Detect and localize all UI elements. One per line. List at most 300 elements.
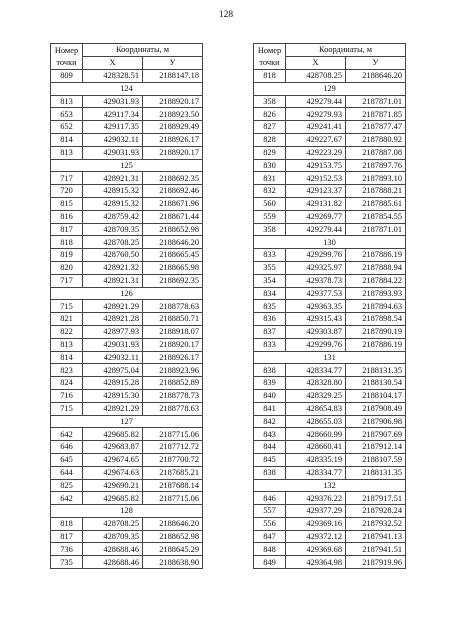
point-number-cell: 644 <box>51 466 83 479</box>
y-coordinate-cell: 2187871.85 <box>346 108 406 121</box>
y-coordinate-cell: 2187932.52 <box>346 517 406 530</box>
y-coordinate-cell: 2188652.98 <box>143 223 203 236</box>
x-coordinate-cell: 429279.93 <box>286 108 346 121</box>
point-number-cell: 815 <box>51 197 83 210</box>
y-coordinate-cell: 2188665.45 <box>143 249 203 262</box>
coordinates-header: Координаты, м <box>286 44 406 57</box>
y-coordinate-cell: 2188692.35 <box>143 274 203 287</box>
x-coordinate-cell: 428915.28 <box>83 377 143 390</box>
y-coordinate-cell: 2187893.93 <box>346 287 406 300</box>
point-number-cell: 838 <box>254 364 286 377</box>
x-coordinate-cell: 428760.50 <box>83 249 143 262</box>
page-number: 128 <box>218 10 234 20</box>
table-row <box>51 121 203 134</box>
y-coordinate-cell: 2187941.51 <box>346 543 406 556</box>
x-coordinate-cell: 428921.31 <box>83 172 143 185</box>
y-coordinate-cell: 2188920.17 <box>143 146 203 159</box>
coordinates-header: Координаты, м <box>83 44 203 57</box>
table-row <box>51 453 203 466</box>
table-row <box>51 428 203 441</box>
table-row <box>254 338 406 351</box>
table-row <box>254 415 406 428</box>
x-coordinate-cell: 428334.77 <box>286 364 346 377</box>
point-number-cell: 840 <box>254 389 286 402</box>
point-number-cell: 816 <box>51 210 83 223</box>
y-coordinate-cell: 2188923.50 <box>143 108 203 121</box>
y-coordinate-cell: 2187854.55 <box>346 210 406 223</box>
x-coordinate-cell: 429685.82 <box>83 492 143 505</box>
point-number-cell: 559 <box>254 210 286 223</box>
y-coordinate-cell: 2188671.44 <box>143 210 203 223</box>
x-coordinate-cell: 428709.35 <box>83 530 143 543</box>
x-coordinate-cell: 429031.93 <box>83 146 143 159</box>
x-coordinate-cell: 429227.67 <box>286 133 346 146</box>
section-number: 126 <box>51 287 203 300</box>
table-row <box>254 428 406 441</box>
x-coordinate-cell: 429377.29 <box>286 505 346 518</box>
x-coordinate-cell: 429325.97 <box>286 261 346 274</box>
table-row <box>254 70 406 83</box>
point-number-cell: 849 <box>254 556 286 569</box>
x-coordinate-cell: 428688.46 <box>83 543 143 556</box>
table-row <box>51 402 203 415</box>
x-coordinate-cell: 429279.44 <box>286 223 346 236</box>
table-row <box>254 453 406 466</box>
point-number-cell: 358 <box>254 95 286 108</box>
point-number-cell: 841 <box>254 402 286 415</box>
x-coordinate-cell: 429241.41 <box>286 121 346 134</box>
y-coordinate-cell: 2187885.61 <box>346 197 406 210</box>
table-row <box>51 364 203 377</box>
table-row <box>51 389 203 402</box>
x-coordinate-cell: 428915.30 <box>83 389 143 402</box>
section-row <box>254 479 406 492</box>
table-row <box>51 556 203 569</box>
y-coordinate-cell: 2187712.72 <box>143 441 203 454</box>
x-coordinate-cell: 428921.31 <box>83 274 143 287</box>
y-coordinate-cell: 2187890.19 <box>346 325 406 338</box>
point-number-cell: 715 <box>51 300 83 313</box>
x-coordinate-cell: 428975.04 <box>83 364 143 377</box>
point-number-cell: 836 <box>254 313 286 326</box>
y-coordinate-cell: 2187912.14 <box>346 441 406 454</box>
x-coordinate-cell: 429117.34 <box>83 108 143 121</box>
y-coordinate-cell: 2188646.20 <box>143 236 203 249</box>
table-row <box>51 172 203 185</box>
y-coordinate-cell: 2188147.18 <box>143 70 203 83</box>
y-coordinate-cell: 2187941.13 <box>346 530 406 543</box>
point-number-cell: 717 <box>51 274 83 287</box>
point-number-cell: 839 <box>254 377 286 390</box>
x-coordinate-cell: 429279.44 <box>286 95 346 108</box>
coordinates-table-left <box>50 43 203 569</box>
section-number: 129 <box>254 82 406 95</box>
table-row <box>254 389 406 402</box>
table-row <box>51 466 203 479</box>
table-row <box>254 210 406 223</box>
table-row <box>51 185 203 198</box>
x-coordinate-cell: 429674.63 <box>83 466 143 479</box>
y-coordinate-cell: 2188671.96 <box>143 197 203 210</box>
point-number-cell: 818 <box>51 236 83 249</box>
point-number-cell: 354 <box>254 274 286 287</box>
x-coordinate-cell: 428660.99 <box>286 428 346 441</box>
section-number: 127 <box>51 415 203 428</box>
x-coordinate-cell: 429369.16 <box>286 517 346 530</box>
x-coordinate-cell: 429372.12 <box>286 530 346 543</box>
y-coordinate-cell: 2188926.17 <box>143 351 203 364</box>
y-coordinate-cell: 2188920.17 <box>143 95 203 108</box>
point-number-cell: 829 <box>254 146 286 159</box>
point-number-cell: 645 <box>51 453 83 466</box>
table-row <box>51 338 203 351</box>
y-coordinate-cell: 2187888.21 <box>346 185 406 198</box>
section-number: 125 <box>51 159 203 172</box>
table-row <box>254 556 406 569</box>
x-coordinate-cell: 429685.82 <box>83 428 143 441</box>
table-row <box>51 300 203 313</box>
x-coordinate-cell: 429683.87 <box>83 441 143 454</box>
y-coordinate-cell: 2188778.63 <box>143 402 203 415</box>
point-number-header <box>51 44 83 70</box>
table-row <box>51 95 203 108</box>
table-row <box>254 377 406 390</box>
y-coordinate-cell: 2187907.69 <box>346 428 406 441</box>
y-coordinate-cell: 2188104.17 <box>346 389 406 402</box>
point-number-cell: 847 <box>254 530 286 543</box>
point-number-cell: 557 <box>254 505 286 518</box>
point-number-cell: 814 <box>51 351 83 364</box>
point-number-cell: 813 <box>51 95 83 108</box>
y-coordinate-cell: 2188646.20 <box>143 517 203 530</box>
x-coordinate-cell: 428328.80 <box>286 377 346 390</box>
x-coordinate-cell: 429152.53 <box>286 172 346 185</box>
table-row <box>51 210 203 223</box>
point-number-cell: 826 <box>254 108 286 121</box>
y-coordinate-cell: 2187906.98 <box>346 415 406 428</box>
y-coordinate-cell: 2187898.54 <box>346 313 406 326</box>
section-row <box>254 236 406 249</box>
table-row <box>254 159 406 172</box>
y-coordinate-cell: 2188646.20 <box>346 70 406 83</box>
point-number-cell: 809 <box>51 70 83 83</box>
x-coordinate-cell: 428335.19 <box>286 453 346 466</box>
point-number-cell: 358 <box>254 223 286 236</box>
point-number-cell: 844 <box>254 441 286 454</box>
x-coordinate-cell: 428915.32 <box>83 185 143 198</box>
x-column-header: Х <box>286 57 346 70</box>
point-number-cell: 716 <box>51 389 83 402</box>
point-number-cell: 818 <box>51 517 83 530</box>
x-coordinate-cell: 429315.43 <box>286 313 346 326</box>
point-number-cell: 830 <box>254 159 286 172</box>
x-coordinate-cell: 428660.41 <box>286 441 346 454</box>
point-number-cell: 838 <box>254 466 286 479</box>
y-coordinate-cell: 2187880.92 <box>346 133 406 146</box>
x-coordinate-cell: 429378.73 <box>286 274 346 287</box>
table-row <box>51 223 203 236</box>
table-row <box>254 261 406 274</box>
y-coordinate-cell: 2187685.21 <box>143 466 203 479</box>
table-row <box>254 402 406 415</box>
point-number-cell: 831 <box>254 172 286 185</box>
table-row <box>51 146 203 159</box>
table-row <box>51 530 203 543</box>
y-coordinate-cell: 2188852.89 <box>143 377 203 390</box>
point-number-header-line2: точки <box>56 57 77 67</box>
point-number-header-line2: точки <box>259 57 280 67</box>
point-number-cell: 642 <box>51 492 83 505</box>
y-coordinate-cell: 2188918.07 <box>143 325 203 338</box>
x-coordinate-cell: 429364.98 <box>286 556 346 569</box>
y-coordinate-cell: 2187884.22 <box>346 274 406 287</box>
table-row <box>254 249 406 262</box>
x-coordinate-cell: 428654.83 <box>286 402 346 415</box>
table-row <box>51 543 203 556</box>
point-number-cell: 821 <box>51 313 83 326</box>
x-coordinate-cell: 428977.93 <box>83 325 143 338</box>
x-coordinate-cell: 429131.82 <box>286 197 346 210</box>
table-row <box>254 172 406 185</box>
point-number-cell: 817 <box>51 223 83 236</box>
x-coordinate-cell: 429299.76 <box>286 338 346 351</box>
y-coordinate-cell: 2187893.10 <box>346 172 406 185</box>
section-number: 124 <box>51 82 203 95</box>
y-coordinate-cell: 2187715.06 <box>143 492 203 505</box>
table-row <box>51 133 203 146</box>
table-row <box>51 325 203 338</box>
point-number-cell: 720 <box>51 185 83 198</box>
section-row <box>254 351 406 364</box>
x-coordinate-cell: 429123.37 <box>286 185 346 198</box>
table-row <box>51 108 203 121</box>
x-coordinate-cell: 429117.35 <box>83 121 143 134</box>
table-row <box>254 530 406 543</box>
section-row <box>51 415 203 428</box>
point-number-cell: 819 <box>51 249 83 262</box>
section-row <box>51 505 203 518</box>
table-row <box>51 261 203 274</box>
point-number-cell: 825 <box>51 479 83 492</box>
y-coordinate-cell: 2188929.49 <box>143 121 203 134</box>
y-coordinate-cell: 2187897.76 <box>346 159 406 172</box>
x-coordinate-cell: 428655.03 <box>286 415 346 428</box>
section-row <box>51 159 203 172</box>
x-coordinate-cell: 428708.25 <box>286 70 346 83</box>
y-coordinate-cell: 2188665.98 <box>143 261 203 274</box>
x-coordinate-cell: 429031.93 <box>83 95 143 108</box>
point-number-cell: 823 <box>51 364 83 377</box>
y-coordinate-cell: 2188923.96 <box>143 364 203 377</box>
x-coordinate-cell: 429032.11 <box>83 133 143 146</box>
table-row <box>254 133 406 146</box>
point-number-cell: 842 <box>254 415 286 428</box>
x-coordinate-cell: 428921.32 <box>83 261 143 274</box>
x-coordinate-cell: 429269.77 <box>286 210 346 223</box>
point-number-cell: 715 <box>51 402 83 415</box>
y-column-header: У <box>143 57 203 70</box>
table-row <box>254 441 406 454</box>
x-coordinate-cell: 428709.35 <box>83 223 143 236</box>
table-row <box>254 543 406 556</box>
point-number-cell: 556 <box>254 517 286 530</box>
point-number-cell: 560 <box>254 197 286 210</box>
section-number: 128 <box>51 505 203 518</box>
y-coordinate-cell: 2187908.49 <box>346 402 406 415</box>
point-number-cell: 822 <box>51 325 83 338</box>
point-number-cell: 818 <box>254 70 286 83</box>
section-number: 132 <box>254 479 406 492</box>
x-coordinate-cell: 429031.93 <box>83 338 143 351</box>
y-coordinate-cell: 2187877.47 <box>346 121 406 134</box>
y-coordinate-cell: 2188645.29 <box>143 543 203 556</box>
point-number-cell: 834 <box>254 287 286 300</box>
y-coordinate-cell: 2188638.90 <box>143 556 203 569</box>
section-number: 131 <box>254 351 406 364</box>
x-coordinate-cell: 429369.68 <box>286 543 346 556</box>
table-row <box>51 249 203 262</box>
point-number-cell: 824 <box>51 377 83 390</box>
table-row <box>51 274 203 287</box>
x-coordinate-cell: 428708.25 <box>83 517 143 530</box>
point-number-cell: 653 <box>51 108 83 121</box>
y-coordinate-cell: 2188692.46 <box>143 185 203 198</box>
point-number-cell: 843 <box>254 428 286 441</box>
y-coordinate-cell: 2188920.17 <box>143 338 203 351</box>
x-coordinate-cell: 429032.11 <box>83 351 143 364</box>
y-coordinate-cell: 2187886.19 <box>346 249 406 262</box>
y-coordinate-cell: 2188926.17 <box>143 133 203 146</box>
section-number: 130 <box>254 236 406 249</box>
y-coordinate-cell: 2188131.35 <box>346 364 406 377</box>
x-coordinate-cell: 428921.29 <box>83 300 143 313</box>
x-coordinate-cell: 428328.51 <box>83 70 143 83</box>
table-row <box>254 466 406 479</box>
point-number-cell: 835 <box>254 300 286 313</box>
table-row <box>51 517 203 530</box>
y-coordinate-cell: 2187700.72 <box>143 453 203 466</box>
point-number-cell: 832 <box>254 185 286 198</box>
table-row <box>51 70 203 83</box>
x-coordinate-cell: 428921.28 <box>83 313 143 326</box>
section-row <box>51 82 203 95</box>
table-row <box>254 287 406 300</box>
y-coordinate-cell: 2188131.35 <box>346 466 406 479</box>
section-row <box>51 287 203 300</box>
y-coordinate-cell: 2187715.06 <box>143 428 203 441</box>
x-coordinate-cell: 429690.21 <box>83 479 143 492</box>
x-coordinate-cell: 429153.75 <box>286 159 346 172</box>
table-row <box>254 300 406 313</box>
table-row <box>254 146 406 159</box>
table-row <box>51 377 203 390</box>
table-body-left <box>51 70 203 569</box>
y-coordinate-cell: 2187871.01 <box>346 95 406 108</box>
x-coordinate-cell: 429223.29 <box>286 146 346 159</box>
point-number-cell: 642 <box>51 428 83 441</box>
table-row <box>254 325 406 338</box>
coordinates-table-right <box>253 43 406 569</box>
table-row <box>51 351 203 364</box>
table-row <box>51 313 203 326</box>
x-column-header: Х <box>83 57 143 70</box>
point-number-cell: 813 <box>51 146 83 159</box>
point-number-cell: 846 <box>254 492 286 505</box>
point-number-cell: 355 <box>254 261 286 274</box>
table-row <box>254 95 406 108</box>
table-row <box>254 505 406 518</box>
y-coordinate-cell: 2188652.98 <box>143 530 203 543</box>
point-number-cell: 827 <box>254 121 286 134</box>
y-coordinate-cell: 2187888.94 <box>346 261 406 274</box>
y-coordinate-cell: 2188850.71 <box>143 313 203 326</box>
point-number-header-line1: Номер <box>54 46 79 56</box>
table-row <box>51 236 203 249</box>
point-number-cell: 735 <box>51 556 83 569</box>
x-coordinate-cell: 428921.29 <box>83 402 143 415</box>
point-number-cell: 813 <box>51 338 83 351</box>
point-number-cell: 828 <box>254 133 286 146</box>
x-coordinate-cell: 429674.65 <box>83 453 143 466</box>
table-row <box>51 492 203 505</box>
table-row <box>254 223 406 236</box>
y-coordinate-cell: 2188107.59 <box>346 453 406 466</box>
point-number-cell: 820 <box>51 261 83 274</box>
x-coordinate-cell: 428915.32 <box>83 197 143 210</box>
x-coordinate-cell: 428708.25 <box>83 236 143 249</box>
x-coordinate-cell: 428759.42 <box>83 210 143 223</box>
table-row <box>51 441 203 454</box>
y-coordinate-cell: 2188778.73 <box>143 389 203 402</box>
point-number-cell: 652 <box>51 121 83 134</box>
x-coordinate-cell: 429303.87 <box>286 325 346 338</box>
x-coordinate-cell: 428688.46 <box>83 556 143 569</box>
y-coordinate-cell: 2188778.63 <box>143 300 203 313</box>
y-coordinate-cell: 2187886.19 <box>346 338 406 351</box>
point-number-cell: 814 <box>51 133 83 146</box>
table-row <box>254 492 406 505</box>
table-body-right <box>254 70 406 569</box>
point-number-cell: 833 <box>254 249 286 262</box>
y-coordinate-cell: 2188692.35 <box>143 172 203 185</box>
table-row <box>254 197 406 210</box>
y-coordinate-cell: 2187928.24 <box>346 505 406 518</box>
y-coordinate-cell: 2187688.14 <box>143 479 203 492</box>
y-coordinate-cell: 2188130.54 <box>346 377 406 390</box>
y-column-header: У <box>346 57 406 70</box>
y-coordinate-cell: 2187894.63 <box>346 300 406 313</box>
point-number-cell: 837 <box>254 325 286 338</box>
point-number-cell: 833 <box>254 338 286 351</box>
point-number-header <box>254 44 286 70</box>
y-coordinate-cell: 2187871.01 <box>346 223 406 236</box>
table-row <box>254 274 406 287</box>
x-coordinate-cell: 429377.53 <box>286 287 346 300</box>
table-row <box>51 479 203 492</box>
point-number-cell: 717 <box>51 172 83 185</box>
point-number-cell: 848 <box>254 543 286 556</box>
table-row <box>254 121 406 134</box>
y-coordinate-cell: 2187919.96 <box>346 556 406 569</box>
section-row <box>254 82 406 95</box>
table-row <box>254 185 406 198</box>
table-row <box>254 517 406 530</box>
point-number-cell: 736 <box>51 543 83 556</box>
point-number-cell: 817 <box>51 530 83 543</box>
x-coordinate-cell: 429299.76 <box>286 249 346 262</box>
x-coordinate-cell: 428334.77 <box>286 466 346 479</box>
table-row <box>254 108 406 121</box>
